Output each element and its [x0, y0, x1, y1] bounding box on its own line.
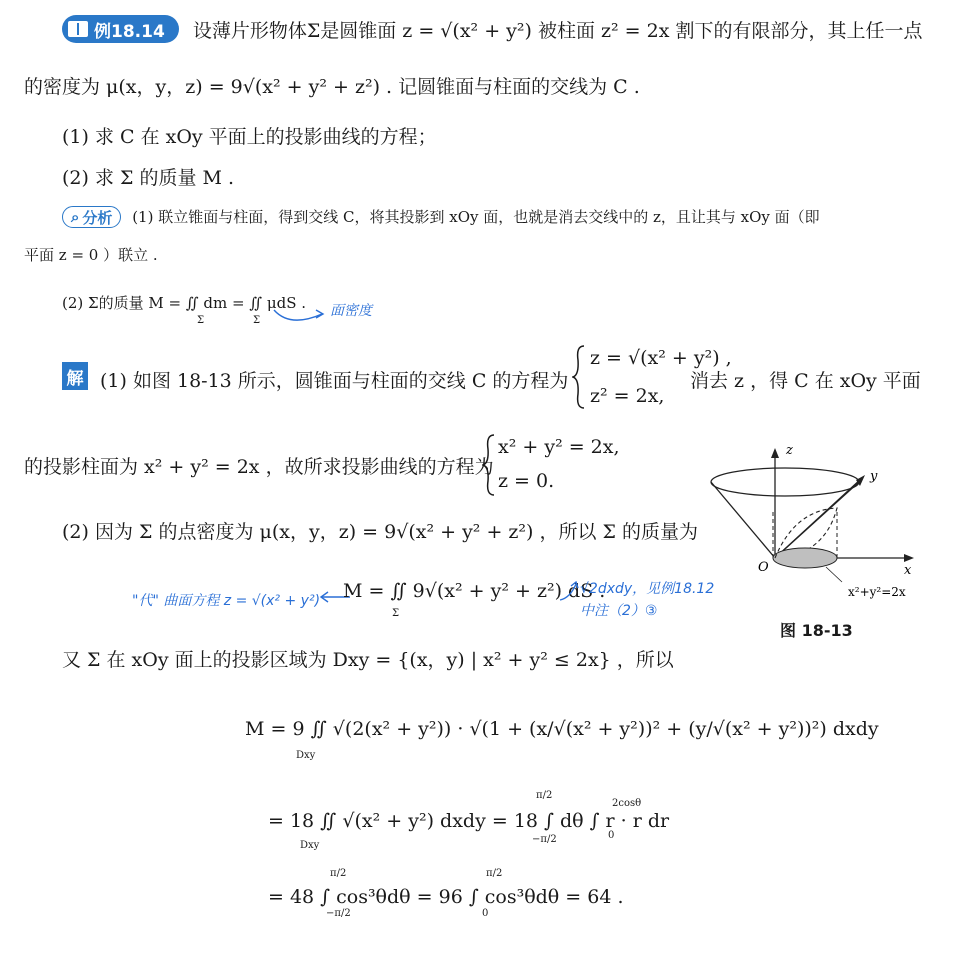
- figure-18-13: [700, 440, 940, 610]
- search-icon: ⌕: [71, 208, 80, 226]
- cone-top: [711, 468, 859, 496]
- cone-right-side: [775, 482, 859, 558]
- analysis-line-1: [62, 206, 820, 228]
- note-right-2: 中注（2）③: [580, 603, 658, 619]
- system-1-bottom: z² = 2x,: [590, 385, 665, 407]
- density-note: 面密度: [330, 303, 372, 319]
- equation-1-sub: Dxy: [296, 750, 316, 761]
- analysis-badge: ⌕ 分析: [62, 206, 121, 228]
- annotation-arrow: [270, 300, 330, 325]
- example-text-2: 的密度为 μ(x，y，z) = 9√(x² + y² + z²) . 记圆锥面与柱面的交线为 C .: [24, 76, 640, 98]
- x-label: x: [904, 563, 912, 578]
- origin-label: O: [758, 560, 769, 575]
- equation-3: = 48 ∫ cos³θdθ = 96 ∫ cos³θdθ = 64 .: [268, 886, 624, 908]
- equation-1: M = 9 ∬ √(2(x² + y²)) · √(1 + (x/√(x² + y²))² + (y/√(x² + y²))²) dxdy: [245, 718, 879, 740]
- equation-2: = 18 ∬ √(x² + y²) dxdy = 18 ∫ dθ ∫ r · r dr: [268, 810, 670, 832]
- solution-text-1b: 消去 z ，得 C 在 xOy 平面: [690, 370, 921, 392]
- eq3-limit-2-top: π/2: [486, 868, 503, 879]
- system-2-bottom: z = 0.: [498, 470, 555, 492]
- example-text-1: 设薄片形物体Σ是圆锥面 z = √(x² + y²) 被柱面 z² = 2x 割下的有限部分，其上任一点: [192, 20, 923, 42]
- curve-label: x²+y²=2x: [848, 585, 906, 599]
- equation-2-sub: Dxy: [300, 840, 320, 851]
- note-right-arrow: [558, 580, 580, 604]
- brace-2: [482, 433, 496, 497]
- eq2-limit-1-top: π/2: [536, 790, 553, 801]
- mass-sub: Σ: [392, 608, 400, 619]
- x-arrow: [904, 554, 914, 562]
- solution-text-2: 的投影柱面为 x² + y² = 2x ，故所求投影曲线的方程为: [24, 456, 494, 478]
- system-2-top: x² + y² = 2x,: [498, 436, 620, 458]
- solution-badge: 解: [62, 362, 88, 390]
- analysis-text-1: (1) 联立锥面与柱面，得到交线 C，将其投影到 xOy 面，也就是消去交线中的 z，且让其与 xOy 面（即: [132, 208, 820, 226]
- solution-text-4: 又 Σ 在 xOy 面上的投影区域为 Dxy = {(x，y) | x² + y² ≤ 2x} ，所以: [62, 649, 674, 671]
- note-left: "代" 曲面方程 z = √(x² + y²): [132, 593, 321, 609]
- solution-text-3: (2) 因为 Σ 的点密度为 μ(x，y，z) = 9√(x² + y² + z²) ，所以 Σ 的质量为: [62, 521, 699, 543]
- mass-equation: M = ∬ 9√(x² + y² + z²) dS .: [343, 580, 606, 602]
- system-1-top: z = √(x² + y²) ,: [590, 347, 732, 369]
- note-right-1: √2dxdy，见例18.12: [580, 581, 715, 597]
- example-line-1: [62, 15, 922, 43]
- eq2-limit-2-top: 2cosθ: [612, 798, 642, 809]
- y-label: y: [870, 469, 878, 484]
- analysis-sub-2: Σ: [253, 315, 261, 326]
- eq3-limit-1-bottom: −π/2: [326, 908, 351, 919]
- eq3-limit-1-top: π/2: [330, 868, 347, 879]
- eq2-limit-1-bottom: −π/2: [532, 834, 557, 845]
- analysis-text-2: 平面 z = 0 ）联立 .: [24, 246, 158, 264]
- eq2-limit-2-bottom: 0: [608, 830, 615, 841]
- projection-region: [773, 548, 837, 568]
- example-badge: 例18.14: [62, 15, 179, 43]
- figure-caption: 图 18-13: [780, 621, 853, 640]
- question-1: (1) 求 C 在 xOy 平面上的投影曲线的方程；: [62, 126, 437, 148]
- z-arrow: [771, 448, 779, 458]
- solution-text-1a: (1) 如图 18-13 所示，圆锥面与柱面的交线 C 的方程为: [100, 370, 569, 392]
- analysis-sub-1: Σ: [197, 315, 205, 326]
- analysis-text-3: (2) Σ的质量 M = ∬ dm = ∬ μdS .: [62, 294, 307, 312]
- question-2: (2) 求 Σ 的质量 M .: [62, 167, 235, 189]
- eq3-limit-2-bottom: 0: [482, 908, 489, 919]
- book-icon: [68, 21, 88, 37]
- curve-label-leader: [826, 567, 842, 582]
- z-label: z: [786, 443, 793, 458]
- brace-1: [572, 344, 586, 410]
